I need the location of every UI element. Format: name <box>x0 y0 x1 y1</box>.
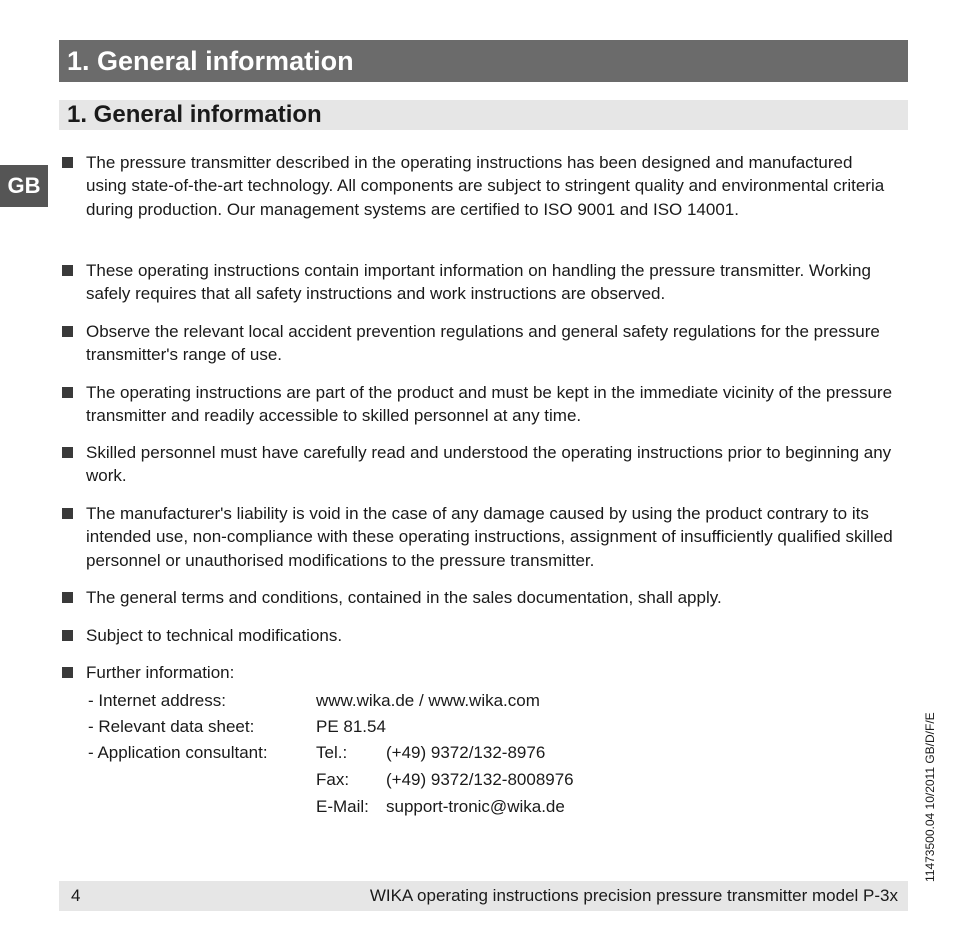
email-value[interactable]: support-tronic@wika.de <box>386 797 565 816</box>
consultant-label: - Application consultant: <box>88 743 268 762</box>
bullet-square-icon <box>62 157 73 168</box>
list-item-text: These operating instructions contain important information on handling the pressure transmitter. Working safely requires that all safety instructions and work instructions are observed. <box>86 261 871 304</box>
list-item-text: The manufacturer's liability is void in the case of any damage caused by using the product contrary to its intended use, non-compliance with these operating instructions, assignment of insufficiently qualified skilled personnel or unauthorised modifications to the pressure transmitter. <box>86 504 893 570</box>
tel-label: Tel.: <box>316 743 348 762</box>
section-title: 1. General information <box>59 100 908 130</box>
tel-value: (+49) 9372/132-8976 <box>386 743 546 762</box>
email-label: E-Mail: <box>316 797 369 816</box>
list-item-text: The operating instructions are part of the product and must be kept in the immediate vicinity of the pressure transmitter and readily accessible to skilled personnel at any time. <box>86 383 893 426</box>
document-code: 11473500.04 10/2011 GB/D/F/E <box>923 712 937 882</box>
language-tab: GB <box>0 165 48 207</box>
datasheet-label: - Relevant data sheet: <box>88 717 255 736</box>
bullet-square-icon <box>62 592 73 603</box>
bullet-square-icon <box>62 265 73 276</box>
fax-value: (+49) 9372/132-8008976 <box>386 770 574 789</box>
list-item-text: Further information: <box>86 663 235 682</box>
list-item-text: The pressure transmitter described in the operating instructions has been designed and manufactured using state-of-the-art technology. All components are subject to stringent quality and environmental criteria during production. Our management systems are certified to ISO 9001 and ISO 14001. <box>86 153 885 219</box>
list-item-text: Subject to technical modifications. <box>86 626 343 645</box>
list-item-text: Observe the relevant local accident prevention regulations and general safety regulations for the pressure transmitter's range of use. <box>86 322 880 365</box>
datasheet-value: PE 81.54 <box>316 717 386 736</box>
bullet-square-icon <box>62 447 73 458</box>
list-item-text: Skilled personnel must have carefully read and understood the operating instructions prior to beginning any work. <box>86 443 892 486</box>
chapter-title: 1. General information <box>59 40 908 82</box>
bullet-square-icon <box>62 508 73 519</box>
internet-label: - Internet address: <box>88 691 226 710</box>
list-item-text: The general terms and conditions, contained in the sales documentation, shall apply. <box>86 588 722 607</box>
footer-doc-title: WIKA operating instructions precision pressure transmitter model P-3x <box>369 886 898 905</box>
bullet-square-icon <box>62 630 73 641</box>
bullet-square-icon <box>62 387 73 398</box>
internet-value[interactable]: www.wika.de / www.wika.com <box>316 691 540 710</box>
page-footer <box>59 881 908 911</box>
page-number: 4 <box>71 886 81 905</box>
bullet-square-icon <box>62 667 73 678</box>
bullet-square-icon <box>62 326 73 337</box>
fax-label: Fax: <box>316 770 350 789</box>
